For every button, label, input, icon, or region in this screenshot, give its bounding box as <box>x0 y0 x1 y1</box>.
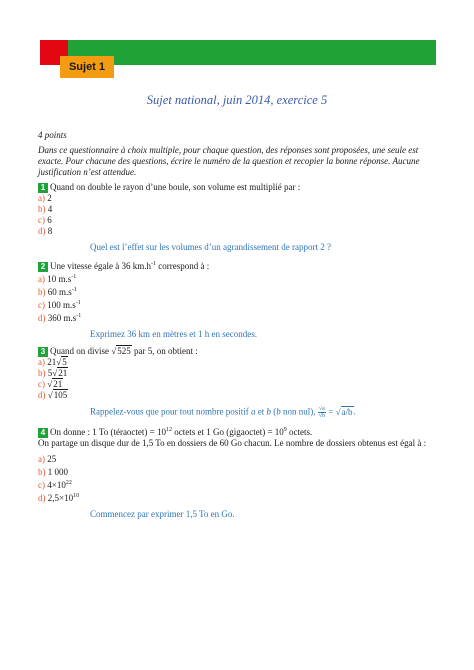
option-letter: c) <box>38 480 45 490</box>
option-value: 6 <box>47 215 52 225</box>
question-2 <box>38 259 438 272</box>
option-c <box>38 298 438 311</box>
radicand: 525 <box>117 346 131 356</box>
question-number: 3 <box>38 347 48 357</box>
option-letter: a) <box>38 193 45 203</box>
option-a <box>38 357 438 368</box>
option-b <box>38 285 438 298</box>
option-a <box>38 193 438 204</box>
question-text: Quand on double le rayon d’une boule, son volume est multiplié par : <box>50 182 301 192</box>
exponent: 22 <box>65 480 72 486</box>
hint-4: Commencez par exprimer 1,5 To en Go. <box>90 509 235 519</box>
option-letter: b) <box>38 368 46 378</box>
exponent: -1 <box>71 287 77 293</box>
option-d <box>38 226 438 237</box>
var-a: a <box>250 406 256 417</box>
var-b: b <box>276 406 281 417</box>
hint-text: ( <box>270 406 277 417</box>
option-letter: c) <box>38 379 45 389</box>
question-text: octets et 1 Go (gigaoctet) = 10 <box>172 427 284 437</box>
option-letter: d) <box>38 313 46 323</box>
question-text-2: On partage un disque dur de 1,5 To en dossiers de 60 Go chacun. Le nombre de dossiers obtenus est égal à : <box>38 438 427 448</box>
var-b: b <box>266 406 271 417</box>
radicand: 21 <box>53 379 63 389</box>
fraction-numerator: √a <box>318 406 325 412</box>
question-text: octets. <box>286 427 313 437</box>
sqrt-symbol: √525 <box>111 346 131 356</box>
option-d <box>38 390 438 401</box>
hint-1: Quel est l’effet sur les volumes d’un agrandissement de rapport 2 ? <box>90 242 332 252</box>
question-number: 1 <box>38 183 48 193</box>
hint-2: Exprimez 36 km en mètres et 1 h en secondes. <box>90 329 257 339</box>
header-green-band <box>68 40 436 65</box>
option-d <box>38 491 438 504</box>
option-c <box>38 379 438 390</box>
option-value: 25 <box>47 454 57 464</box>
exponent: -1 <box>76 313 82 319</box>
radicand: 105 <box>53 390 68 400</box>
option-a <box>38 452 438 465</box>
question-text-end: par 5, on obtient : <box>131 346 198 356</box>
option-a <box>38 272 438 285</box>
question-text-end: correspond à : <box>155 261 210 271</box>
option-letter: c) <box>38 300 45 310</box>
sqrt-symbol: √105 <box>47 390 68 400</box>
question-number: 4 <box>38 428 48 438</box>
sqrt-symbol: √21 <box>52 368 68 378</box>
option-c <box>38 478 438 491</box>
option-c <box>38 215 438 226</box>
option-value: 60 m.s <box>47 287 72 297</box>
option-letter: a) <box>38 454 45 464</box>
option-letter: d) <box>38 493 46 503</box>
hint-3 <box>90 406 438 419</box>
question-text: Une vitesse égale à 36 km.h <box>50 261 151 271</box>
exponent: 12 <box>166 427 172 433</box>
question-text: On donne : 1 To (téraoctet) = 10 <box>50 427 166 437</box>
option-letter: b) <box>38 204 46 214</box>
page-title: Sujet national, juin 2014, exercice 5 <box>146 93 328 107</box>
option-value: 2 <box>47 193 52 203</box>
hint-text: . <box>353 406 356 417</box>
option-letter: d) <box>38 390 46 400</box>
question-number: 2 <box>38 262 48 272</box>
option-value: 4×10 <box>47 480 66 490</box>
option-b <box>38 204 438 215</box>
option-letter: c) <box>38 215 45 225</box>
option-b <box>38 368 438 379</box>
hint-text: Rappelez-vous que pour tout nombre positif <box>90 406 251 417</box>
exponent: -1 <box>75 300 81 306</box>
option-letter: a) <box>38 357 45 367</box>
exponent: 9 <box>283 427 287 433</box>
option-value: 100 m.s <box>47 300 76 310</box>
hint-text: non nul), <box>280 406 318 417</box>
exponent: 10 <box>73 493 80 499</box>
option-value: 1 000 <box>47 467 68 477</box>
option-b <box>38 465 438 478</box>
option-letter: d) <box>38 226 46 236</box>
sqrt-symbol: √a/b <box>335 406 353 417</box>
sqrt-symbol: √21 <box>47 379 63 389</box>
subject-tag: Sujet 1 <box>60 56 114 78</box>
option-d <box>38 311 438 324</box>
radicand: 5 <box>62 357 67 367</box>
hint-text: = <box>326 406 336 417</box>
option-letter: b) <box>38 287 46 297</box>
option-value: 8 <box>47 226 53 236</box>
question-4 <box>38 425 438 438</box>
question-1 <box>38 182 438 193</box>
radicand: 21 <box>58 368 68 378</box>
fraction-denominator: √b <box>318 413 326 419</box>
option-value: 2,5×10 <box>47 493 74 503</box>
hint-text: et <box>255 406 267 417</box>
instructions: Dans ce questionnaire à choix multiple, pour chaque question, des réponses sont proposées, une seule est exacte. Pour chacune des questions, écrire le numéro de la question et recopier la bonne réponse. Aucune justification n’est attendue. <box>38 145 420 177</box>
points-label: 4 points <box>38 130 67 140</box>
exercise-content <box>38 130 438 526</box>
option-value: 360 m.s <box>47 313 77 323</box>
option-letter: a) <box>38 274 45 284</box>
exponent: -1 <box>71 274 77 280</box>
radicand: a/b <box>341 406 353 417</box>
option-value: 4 <box>47 204 53 214</box>
coefficient: 21 <box>47 357 57 367</box>
option-letter: b) <box>38 467 46 477</box>
option-value: 10 m.s <box>47 274 72 284</box>
question-3 <box>38 346 438 357</box>
fraction <box>318 406 326 419</box>
exponent: -1 <box>150 261 156 267</box>
sqrt-symbol: √5 <box>56 357 67 367</box>
question-text: Quand on divise <box>50 346 112 356</box>
coefficient: 5 <box>47 368 53 378</box>
